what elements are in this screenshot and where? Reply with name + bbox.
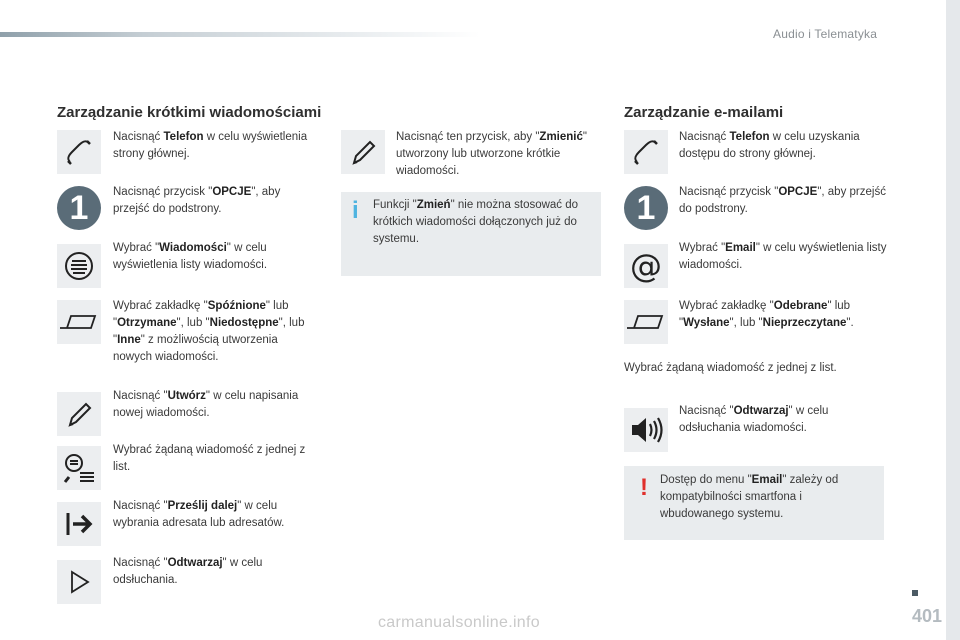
- email-step-tabs: Wybrać zakładkę "Odebrane" lub "Wysłane", lub "Nieprzeczytane".: [679, 300, 854, 329]
- page-number: 401: [912, 606, 943, 626]
- step-select: Wybrać żądaną wiadomość z jednej z list.: [113, 444, 306, 473]
- tab-icon: [57, 300, 101, 344]
- step-create: Nacisnąć "Utwórz" w celu napisania nowej wiadomości.: [113, 390, 299, 419]
- step-options: Nacisnąć przycisk "OPCJE", aby przejść do podstrony.: [113, 186, 281, 215]
- step-messages: Wybrać "Wiadomości" w celu wyświetlenia listy wiadomości.: [113, 242, 268, 271]
- edit-pencil-icon: [341, 130, 385, 174]
- at-sign-icon: @: [624, 244, 668, 288]
- step-phone: Nacisnąć Telefon w celu wyświetlenia strony głównej.: [113, 131, 308, 160]
- speaker-icon: [624, 408, 668, 452]
- message-list-icon: [57, 244, 101, 288]
- email-step-email: Wybrać "Email" w celu wyświetlenia listy wiadomości.: [679, 242, 887, 271]
- step-number-badge: 1: [57, 186, 101, 230]
- step-forward: Nacisnąć "Prześlij dalej" w celu wybrania adresata lub adresatów.: [113, 500, 285, 529]
- info-icon: i: [352, 197, 359, 224]
- email-select-text: Wybrać żądaną wiadomość z jednej z list.: [624, 362, 837, 374]
- page-edge-strip: [946, 0, 960, 640]
- sms-heading: Zarządzanie krótkimi wiadomościami: [57, 104, 322, 121]
- step-tabs: Wybrać zakładkę "Spóźnione" lub "Otrzymane", lub "Niedostępne", lub "Inne" z możliwością utworzenia nowych wiadomości.: [113, 300, 305, 363]
- search-list-icon: [57, 446, 101, 490]
- forward-icon: [57, 502, 101, 546]
- step-play: Nacisnąć "Odtwarzaj" w celu odsłuchania.: [113, 557, 263, 586]
- warning-icon: !: [640, 474, 648, 501]
- email-step-options: Nacisnąć przycisk "OPCJE", aby przejść do podstrony.: [679, 186, 886, 215]
- email-step-listen: Nacisnąć "Odtwarzaj" w celu odsłuchania wiadomości.: [679, 405, 829, 434]
- info-text: Funkcji "Zmień" nie można stosować do krótkich wiadomości dołączonych już do systemu.: [373, 199, 579, 245]
- tab-icon: [624, 300, 668, 344]
- header-gradient-bar: [0, 32, 480, 37]
- step-number-badge: 1: [624, 186, 668, 230]
- page-marker: [912, 590, 918, 596]
- pencil-icon: [57, 392, 101, 436]
- watermark: carmanualsonline.info: [378, 614, 540, 631]
- step-edit: Nacisnąć ten przycisk, aby "Zmienić" utworzony lub utworzone krótkie wiadomości.: [396, 131, 587, 177]
- email-step-phone: Nacisnąć Telefon w celu uzyskania dostępu do strony głównej.: [679, 131, 860, 160]
- warning-text: Dostęp do menu "Email" zależy od kompatybilności smartfona i wbudowanego systemu.: [660, 474, 839, 520]
- phone-icon: [57, 130, 101, 174]
- email-heading: Zarządzanie e-mailami: [624, 104, 784, 121]
- phone-icon: [624, 130, 668, 174]
- section-title: Audio i Telematyka: [773, 27, 878, 41]
- play-icon: [57, 560, 101, 604]
